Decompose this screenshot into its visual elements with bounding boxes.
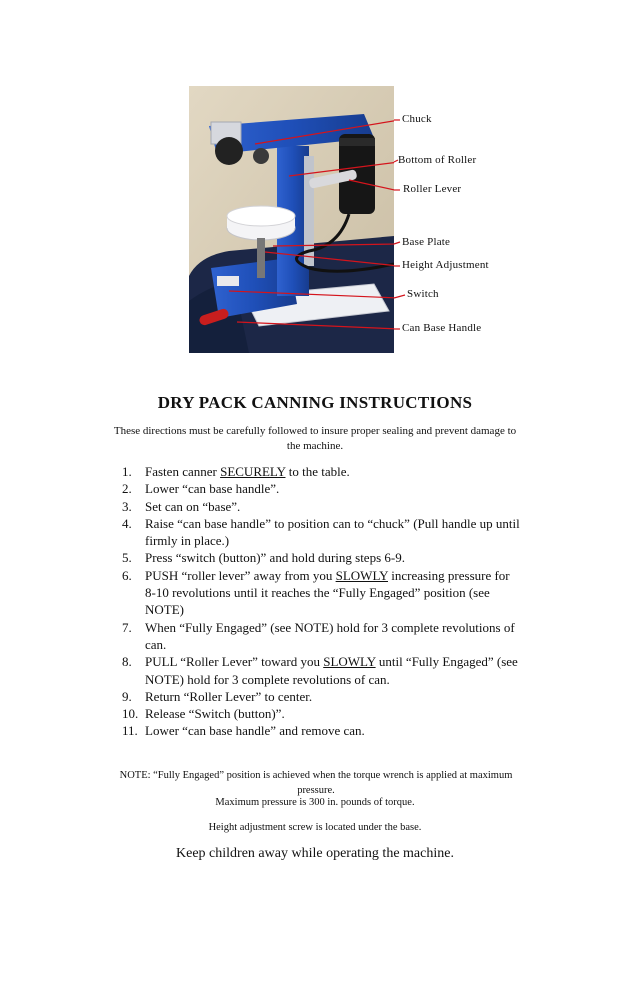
step-number: 9. — [122, 688, 132, 704]
instruction-step — [122, 463, 522, 480]
instruction-step — [122, 498, 522, 515]
step-text — [145, 515, 522, 550]
step-emphasis: SECURELY — [220, 464, 286, 479]
max-pressure-text: Maximum pressure is 300 in. pounds of torque. — [215, 797, 415, 808]
step-number: 11. — [122, 723, 138, 739]
callout-lines — [0, 0, 630, 360]
step-number: 6. — [122, 567, 132, 583]
step-text — [145, 480, 522, 497]
label-switch: Switch — [407, 288, 439, 300]
instruction-step — [122, 722, 522, 739]
step-text — [145, 619, 522, 654]
label-chuck: Chuck — [402, 113, 432, 125]
step-emphasis: SLOWLY — [323, 654, 376, 670]
step-text — [145, 498, 522, 515]
instruction-step — [122, 688, 522, 705]
step-text-part: until “Fully Engaged” (see NOTE) hold for 3 complete revolutions of can. — [145, 654, 518, 687]
step-text-part: Press “switch (button)” and hold during steps 6-9. — [145, 550, 405, 566]
step-text-part: increasing pressure for 8-10 revolutions until it reaches the “Fully Engaged” position (see NOTE) — [145, 567, 510, 618]
label-base-plate: Base Plate — [402, 236, 451, 248]
callout-leaders — [394, 120, 405, 329]
label-bottom-of-roller: Bottom of Roller — [398, 154, 477, 166]
height-adjustment-note: Height adjustment screw is located under the base. — [208, 822, 422, 833]
step-text-part: Return “Roller Lever” to center. — [145, 688, 313, 704]
step-text-part: Release “Switch (button)”. — [145, 706, 285, 722]
step-number: 1. — [122, 464, 132, 479]
step-text — [145, 653, 522, 688]
step-text-part: to the table. — [285, 464, 350, 479]
step-text-part: Fasten canner — [145, 464, 221, 479]
instruction-step — [122, 480, 522, 497]
step-number: 8. — [122, 654, 132, 670]
step-text — [145, 567, 522, 619]
instruction-steps — [122, 463, 522, 740]
step-number: 3. — [122, 498, 132, 514]
instruction-step — [122, 515, 522, 550]
step-text — [145, 722, 522, 739]
step-text-part: PUSH “roller lever” away from you — [145, 567, 336, 583]
page-title: DRY PACK CANNING INSTRUCTIONS — [157, 393, 473, 412]
step-text — [145, 549, 522, 566]
step-number: 10. — [122, 706, 139, 722]
step-emphasis: SLOWLY — [335, 567, 388, 583]
step-number: 7. — [122, 619, 132, 635]
step-text — [145, 705, 522, 722]
step-text-part: Set can on “base”. — [145, 498, 241, 514]
note-text: NOTE: “Fully Engaged” position is achieved when the torque wrench is applied at maximum pressure. — [119, 770, 513, 796]
intro-text: These directions must be carefully followed to insure proper sealing and prevent damage to the machine. — [113, 425, 517, 452]
children-warning: Keep children away while operating the machine. — [176, 846, 454, 861]
step-number: 5. — [122, 550, 132, 566]
label-height-adjustment: Height Adjustment — [402, 259, 489, 271]
step-text-part: Lower “can base handle” and remove can. — [145, 723, 365, 739]
instruction-step — [122, 567, 522, 619]
instruction-step — [122, 653, 522, 688]
instruction-step — [122, 705, 522, 722]
instruction-step — [122, 619, 522, 654]
step-text-part: PULL “Roller Lever” toward you — [145, 654, 324, 670]
step-text-part: Raise “can base handle” to position can to “chuck” (Pull handle up until firmly in place.) — [145, 515, 520, 549]
step-text — [145, 463, 522, 480]
label-roller-lever: Roller Lever — [403, 183, 462, 195]
label-can-base-handle: Can Base Handle — [402, 322, 482, 334]
step-number: 4. — [122, 515, 132, 531]
step-text-part: When “Fully Engaged” (see NOTE) hold for 3 complete revolutions of can. — [145, 619, 515, 652]
step-number: 2. — [122, 481, 132, 497]
instruction-step — [122, 549, 522, 566]
step-text-part: Lower “can base handle”. — [145, 481, 280, 497]
step-text — [145, 688, 522, 705]
